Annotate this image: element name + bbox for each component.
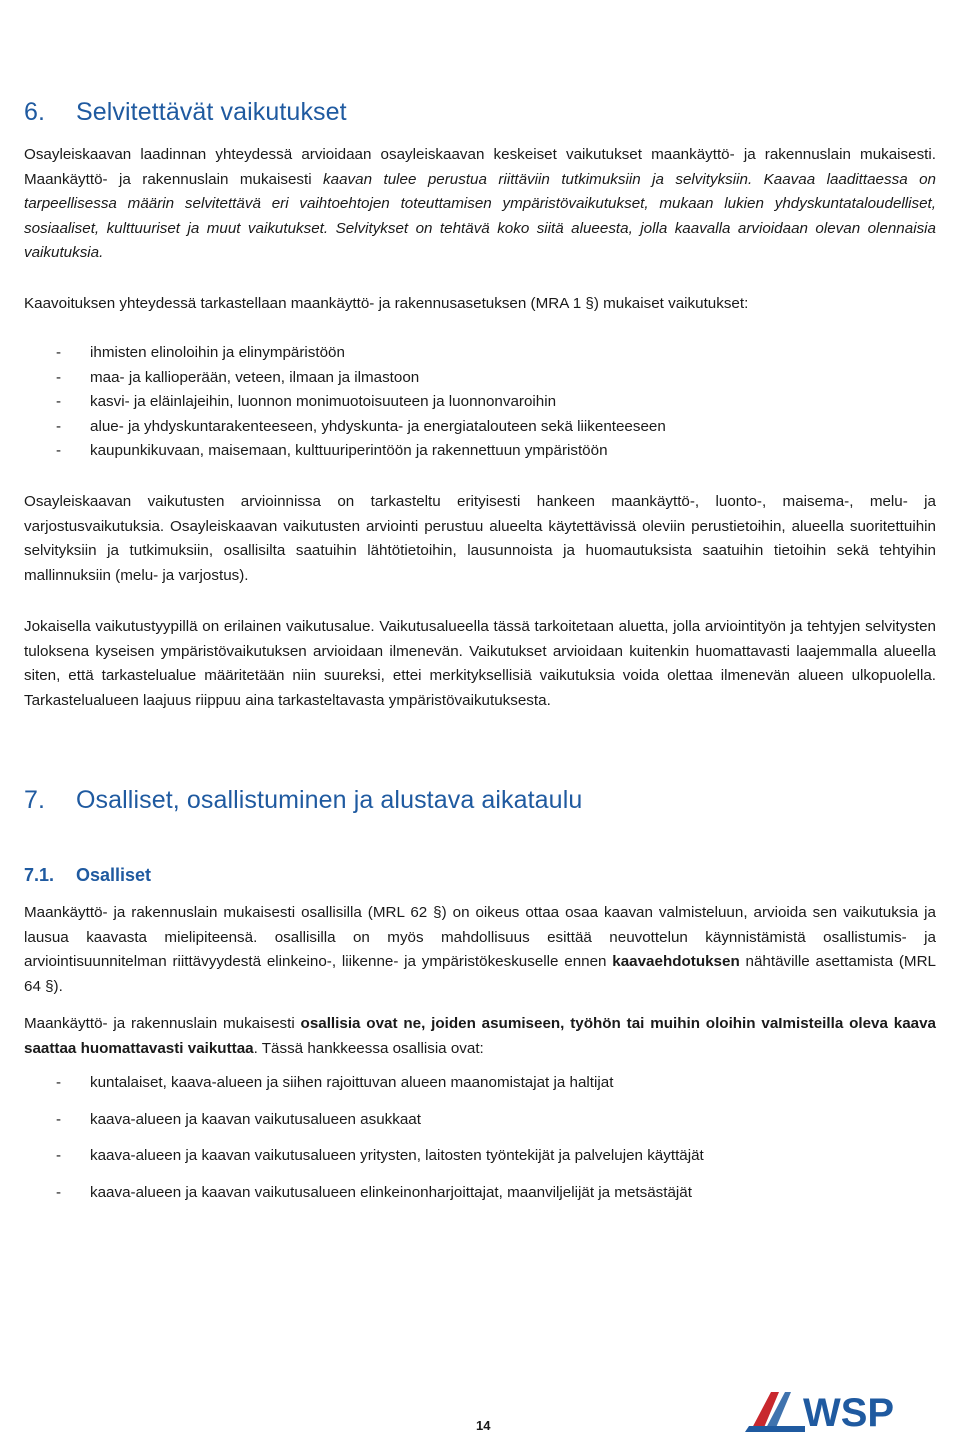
section-7-1-heading [24,865,151,886]
section-6-paragraph-2: Kaavoituksen yhteydessä tarkastellaan maankäyttö- ja rakennusasetuksen (MRA 1 §) mukaiset vaikutukset: [24,295,749,312]
section-6-p1-normal: Osayleiskaavan laadinnan yhteydessä arvioidaan osayleiskaavan keskeiset vaikutukset maankäyttö- ja rakennuslain mukaisesti. Maankäyttö- ja rakennuslain mukaisesti [24,146,936,188]
section-7-1-p1-bold: kaavaehdotuksen [612,953,740,971]
section-7-1-p2-text-b: . Tässä hankkeessa osallisia ovat: [253,1039,484,1057]
wsp-logo-text: WSP [803,1391,895,1435]
section-7-heading [24,786,582,815]
section-6-p1-italic: kaavan tulee perustua riittäviin tutkimuksiin ja selvityksiin. Kaavaa laadittaessa on tarpeellisessa määrin selvitettävä eri vaihtoehtojen toteuttamisen ympäristövaikutukset, mukaan lukien yhdyskuntataloudelliset, sosiaaliset, kulttuuriset ja muut vaikutukset. Selvitykset on tehtävä koko siitä alueesta, jolla kaavalla arvioidaan olevan olennaisia vaikutuksia. [24,170,936,262]
stakeholder-list-item: - kaava-alueen ja kaavan vaikutusalueen elinkeinonharjoittajat, maanviljelijät ja metsästäjät [24,1175,704,1212]
page-number: 14 [476,1418,491,1433]
stakeholder-list-item: - kaava-alueen ja kaavan vaikutusalueen yritysten, laitosten työntekijät ja palvelujen käyttäjät [24,1138,704,1175]
section-7-1-number: 7.1. [24,865,55,885]
section-6-paragraph-3: Osayleiskaavan vaikutusten arvioinnissa on tarkasteltu erityisesti hankeen maankäyttö-, luonto-, maisema-, melu- ja varjostusvaikutuksia. Osayleiskaavan vaikutusten arviointi perustuu alueelta käytettävissä oleviin perustietoihin, alueella suoritettuihin selvityksiin ja tutkimuksiin, osallisilta saatuihin lähtötietoihin, lausunnoista ja huomautuksista saatuihin tietoihin sekä tehtyihin mallinnuksiin (melu- ja varjostus). [24,493,936,584]
section-6-heading [24,98,347,127]
wsp-logo [745,1386,945,1436]
stakeholder-list [24,1065,704,1211]
stakeholder-list-item: - kaava-alueen ja kaavan vaikutusalueen asukkaat [24,1102,704,1139]
section-6-title: Selvitettävät vaikutukset [76,98,347,126]
impact-list-item: - maa- ja kallioperään, veteen, ilmaan ja ilmastoon [24,366,666,391]
section-7-1-paragraph-2 [24,1012,936,1061]
section-7-1-p2-text-a: Maankäyttö- ja rakennuslain mukaisesti [24,1015,301,1032]
section-6-number: 6. [24,98,46,126]
section-7-1-title: Osalliset [76,865,152,885]
section-7-1-p1-text-a: Maankäyttö- ja rakennuslain mukaisesti osallisilla (MRL 62 §) on oikeus ottaa osaa kaavan valmisteluun, arvioida sen vaikutuksia ja lausua kaavasta mielipiteensä. osallisilla on myös mahdollisuus esittää neuvottelun käynnistämistä osallistumis- ja arviointisuunnitelman riittävyydestä elinkeino-, liikenne- ja ympäristökeskuselle ennen [24,904,936,971]
impact-list [24,341,666,464]
impact-list-item: - kaupunkikuvaan, maisemaan, kulttuuriperintöön ja rakennettuun ympäristöön [24,439,666,464]
section-6-paragraph-4: Jokaisella vaikutustyypillä on erilainen vaikutusalue. Vaikutusalueella tässä tarkoitetaan aluetta, jolla arviointityön ja tehtyjen selvitysten tuloksena kyseisen ympäristövaikutuksen arvioidaan ilmenevän. Vaikutukset arvioidaan kuitenkin huomattavasti laajemmalla alueella siten, että tarkastelualue määritetään niin suureksi, ettei merkityksellisiä vaikutuksia voida olettaa ilmenevän alueen ulkopuolella. Tarkastelualueen laajuus riippuu aina tarkasteltavasta ympäristövaikutuksesta. [24,618,936,709]
stakeholder-list-item: - kuntalaiset, kaava-alueen ja siihen rajoittuvan alueen maanomistajat ja haltijat [24,1065,704,1102]
section-7-1-p2-bold: osallisia ovat ne, joiden asumiseen, työhön tai muihin oloihin vaImisteilla oleva kaava saattaa huomattavasti vaikuttaa [24,1015,936,1057]
section-7-number: 7. [24,786,46,814]
section-7-1-p1-text-b: nähtäville asettamista (MRL 64 §). [24,953,936,995]
section-6-paragraph-1 [24,143,936,266]
section-7-title: Osalliset, osallistuminen ja alustava aikataulu [76,786,583,814]
section-7-1-paragraph-1 [24,901,936,999]
impact-list-item: - kasvi- ja eläinlajeihin, luonnon monimuotoisuuteen ja luonnonvaroihin [24,390,666,415]
impact-list-item: - ihmisten elinoloihin ja elinympäristöön [24,341,666,366]
impact-list-item: - alue- ja yhdyskuntarakenteeseen, yhdyskunta- ja energiatalouteen sekä liikenteeseen [24,415,666,440]
